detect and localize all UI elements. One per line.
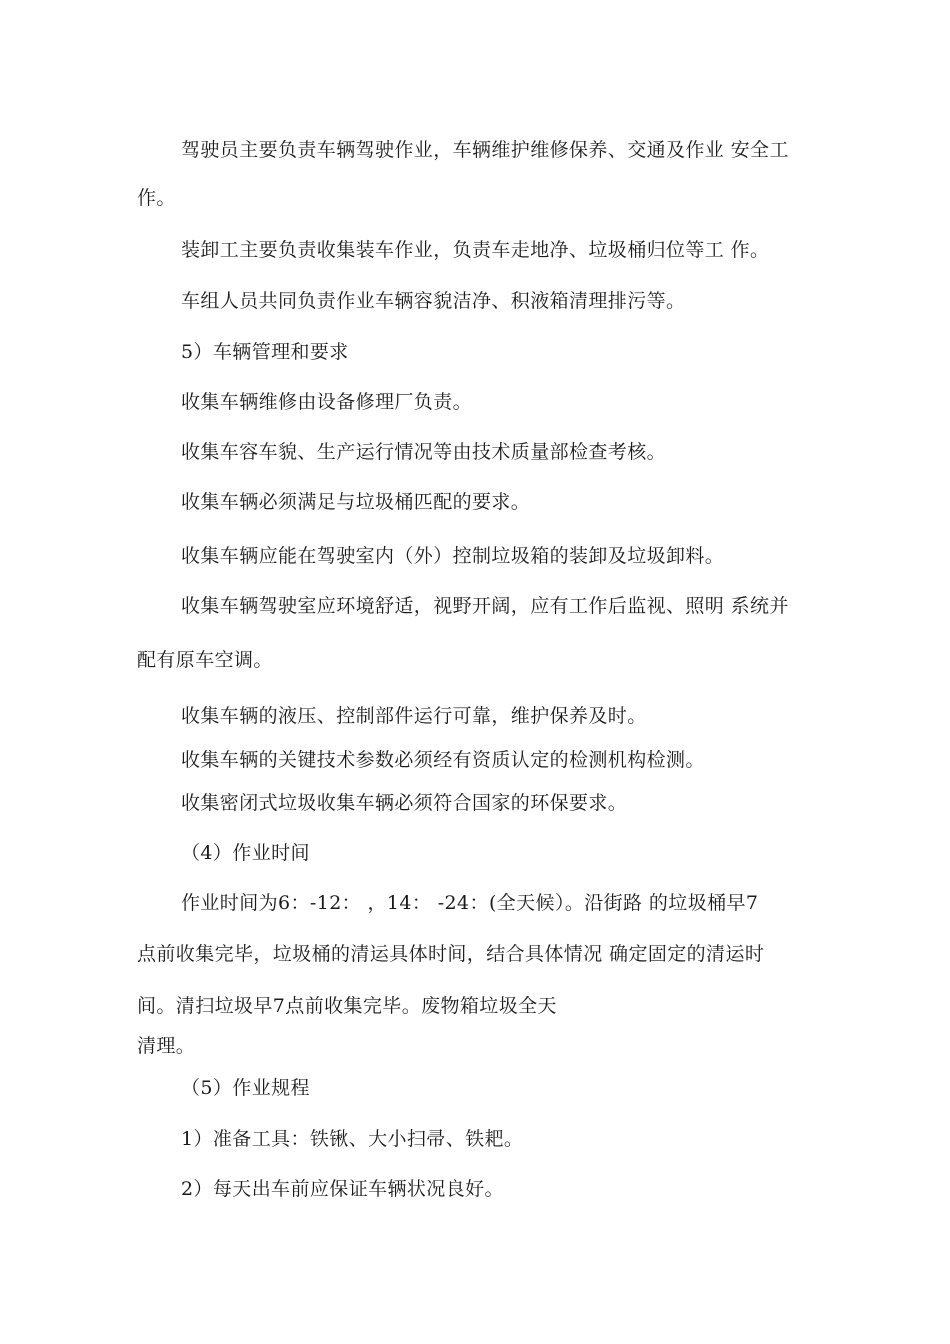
heading-work-time: （4）作业时间 — [181, 842, 310, 864]
item-vehicle-bin-match: 收集车辆必须满足与垃圾桶匹配的要求。 — [181, 491, 531, 513]
paragraph-driver-duties: 驾驶员主要负责车辆驾驶作业，车辆维护维修保养、交通及作业 安全工 — [181, 139, 789, 161]
paragraph-work-time-cont-1: 点前收集完毕，垃圾桶的清运具体时间，结合具体情况 确定固定的清运时 — [137, 943, 765, 965]
item-vehicle-hydraulics: 收集车辆的液压、控制部件运行可靠，维护保养及时。 — [181, 705, 647, 727]
item-vehicle-inspection: 收集车容车貌、生产运行情况等由技术质量部检查考核。 — [181, 441, 667, 463]
item-vehicle-cab-control: 收集车辆应能在驾驶室内（外）控制垃圾箱的装卸及垃圾卸料。 — [181, 545, 725, 567]
item-vehicle-environmental: 收集密闭式垃圾收集车辆必须符合国家的环保要求。 — [181, 792, 628, 814]
paragraph-work-time-cont-3: 清理。 — [137, 1035, 196, 1057]
item-procedure-vehicle-check: 2）每天出车前应保证车辆状况良好。 — [181, 1178, 504, 1200]
paragraph-work-time: 作业时间为6：-12： ，14： -24：(全天候）。沿街路 的垃圾桶早7 — [181, 892, 759, 914]
item-vehicle-cab-environment: 收集车辆驾驶室应环境舒适，视野开阔，应有工作后监视、照明 系统并 — [181, 595, 789, 617]
item-vehicle-cab-environment-cont: 配有原车空调。 — [137, 649, 273, 671]
paragraph-loader-duties: 装卸工主要负责收集装车作业，负责车走地净、垃圾桶归位等工 作。 — [181, 239, 770, 261]
item-vehicle-parameters: 收集车辆的关键技术参数必须经有资质认定的检测机构检测。 — [181, 749, 705, 771]
heading-vehicle-management: 5）车辆管理和要求 — [181, 341, 349, 363]
paragraph-driver-duties-cont: 作。 — [137, 187, 176, 209]
item-procedure-tools: 1）准备工具：铁锹、大小扫帚、铁耙。 — [181, 1128, 524, 1150]
paragraph-crew-duties: 车组人员共同负责作业车辆容貌洁净、积液箱清理排污等。 — [181, 290, 686, 312]
heading-work-procedure: （5）作业规程 — [181, 1077, 310, 1099]
paragraph-work-time-cont-2: 间。清扫垃圾早7点前收集完毕。废物箱垃圾全天 — [137, 995, 557, 1017]
item-vehicle-repair: 收集车辆维修由设备修理厂负责。 — [181, 391, 473, 413]
